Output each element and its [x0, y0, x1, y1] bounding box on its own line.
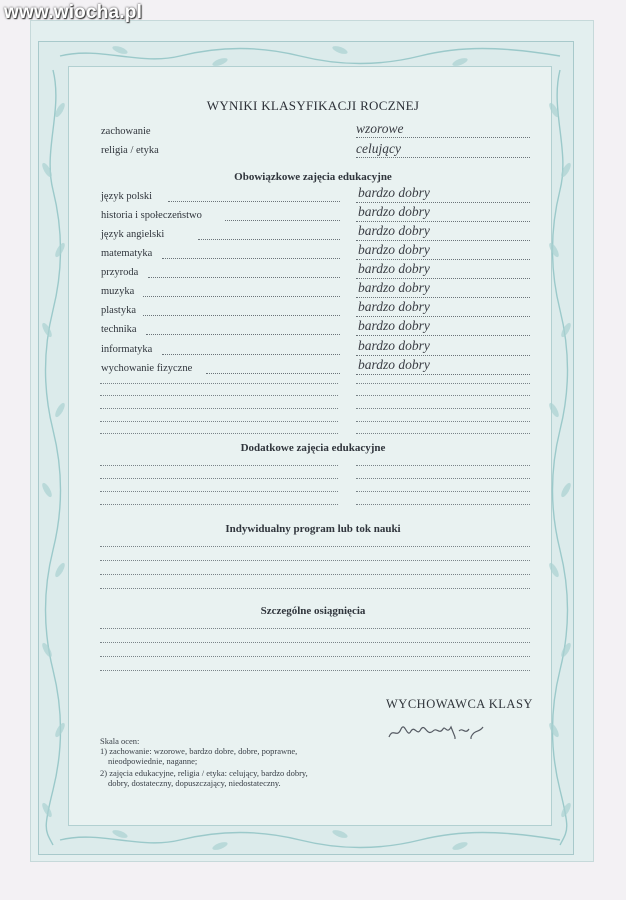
grade-line [356, 297, 530, 298]
subject-grade: bardzo dobry [358, 223, 430, 238]
grade-line [356, 374, 530, 375]
dot-leader [143, 296, 340, 297]
blank-line [356, 383, 530, 384]
grade-line [356, 240, 530, 241]
dot-leader [198, 239, 340, 240]
subject-grade: bardzo dobry [358, 185, 430, 200]
dot-leader [146, 334, 340, 335]
blank-line [100, 560, 530, 561]
subject-label: muzyka [101, 286, 135, 297]
subject-label: matematyka [101, 248, 153, 259]
subject-label: informatyka [101, 344, 153, 355]
dot-leader [143, 315, 340, 316]
blank-line [356, 504, 530, 505]
scale-line: dobry, dostateczny, dopuszczający, niedostateczny. [108, 778, 281, 788]
behaviour-label: zachowanie [101, 126, 151, 137]
subject-grade: bardzo dobry [358, 204, 430, 219]
blank-line [100, 546, 530, 547]
blank-line [100, 421, 338, 422]
grade-line [356, 202, 530, 203]
blank-line [100, 491, 338, 492]
subject-label: historia i społeczeństwo [101, 210, 202, 221]
blank-line [356, 465, 530, 466]
religion-label: religia / etyka [101, 145, 159, 156]
section-individual: Indywidualny program lub tok nauki [225, 523, 401, 535]
blank-line [356, 408, 530, 409]
grade-line [356, 316, 530, 317]
blank-line [100, 642, 530, 643]
dot-leader [206, 373, 340, 374]
subject-grade: bardzo dobry [358, 242, 430, 257]
blank-line [100, 628, 530, 629]
grade-line [356, 259, 530, 260]
grade-line [356, 278, 530, 279]
religion-value: celujący [356, 141, 401, 156]
blank-line [356, 491, 530, 492]
subject-grade: bardzo dobry [358, 338, 430, 353]
subject-grade: bardzo dobry [358, 318, 430, 333]
scale-line: 1) zachowanie: wzorowe, bardzo dobre, dobre, poprawne, [100, 746, 298, 756]
dot-leader [168, 201, 340, 202]
grade-line [356, 335, 530, 336]
subject-label: przyroda [101, 267, 139, 278]
section-compulsory: Obowiązkowe zajęcia edukacyjne [234, 171, 392, 183]
scale-line: 2) zajęcia edukacyjne, religia / etyka: celujący, bardzo dobry, [100, 768, 308, 778]
subject-label: technika [101, 324, 137, 335]
subject-label: wychowanie fizyczne [101, 363, 193, 374]
dot-leader [162, 258, 340, 259]
blank-line [100, 504, 338, 505]
blank-line [100, 408, 338, 409]
subject-grade: bardzo dobry [358, 299, 430, 314]
blank-line [100, 670, 530, 671]
subject-label: plastyka [101, 305, 136, 316]
blank-line [356, 421, 530, 422]
blank-line [100, 433, 338, 434]
blank-line [100, 395, 338, 396]
dot-leader [162, 354, 340, 355]
dot-leader [148, 277, 340, 278]
subject-label: język angielski [101, 229, 165, 240]
subject-grade: bardzo dobry [358, 357, 430, 372]
blank-line [100, 465, 338, 466]
blank-line [356, 478, 530, 479]
blank-line [100, 574, 530, 575]
signature [385, 717, 495, 747]
blank-line [100, 478, 338, 479]
behaviour-value-line [356, 137, 530, 138]
grade-line [356, 221, 530, 222]
dot-leader [225, 220, 340, 221]
subject-grade: bardzo dobry [358, 280, 430, 295]
blank-line [356, 395, 530, 396]
page-title: WYNIKI KLASYFIKACJI ROCZNEJ [206, 98, 420, 113]
blank-line [100, 588, 530, 589]
scale-heading: Skala ocen: [100, 736, 140, 746]
watermark: www.wiocha.pl [4, 2, 143, 23]
behaviour-value: wzorowe [356, 121, 404, 136]
subject-label: język polski [101, 191, 153, 202]
grade-line [356, 355, 530, 356]
section-achievements: Szczególne osiągnięcia [260, 605, 366, 617]
blank-line [356, 433, 530, 434]
section-additional: Dodatkowe zajęcia edukacyjne [240, 442, 386, 454]
religion-value-line [356, 157, 530, 158]
scale-line: nieodpowiednie, naganne; [108, 756, 198, 766]
teacher-label: WYCHOWAWCA KLASY [386, 697, 533, 711]
subject-grade: bardzo dobry [358, 261, 430, 276]
blank-line [100, 656, 530, 657]
blank-line [100, 383, 338, 384]
